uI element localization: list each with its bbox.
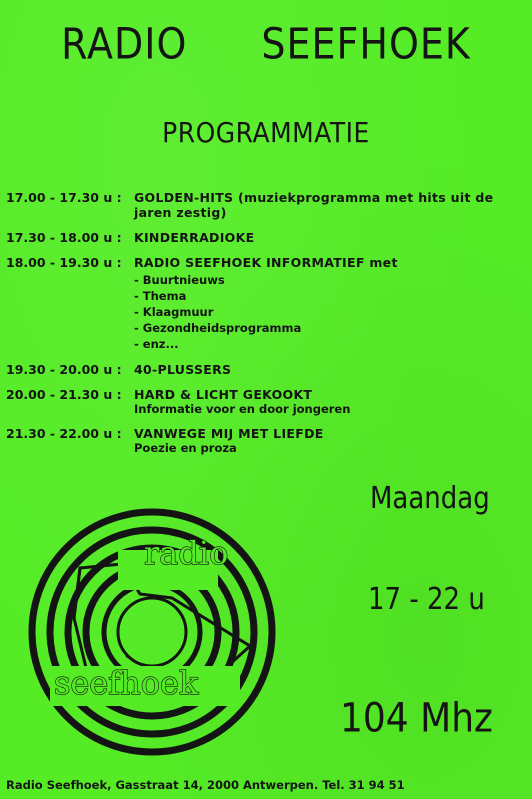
- program-description: Informatie voor en door jongeren: [134, 402, 351, 416]
- schedule-row: [6, 387, 506, 416]
- program-title: RADIO SEEFHOEK INFORMATIEF met: [134, 255, 398, 270]
- station-logo: [22, 506, 322, 758]
- list-item: - Gezondheidsprogramma: [134, 321, 302, 335]
- schedule-row: [6, 426, 506, 455]
- schedule-row: [6, 255, 506, 352]
- list-item: - Klaagmuur: [134, 305, 214, 319]
- logo-word-seefhoek: seefhoek: [54, 664, 199, 702]
- program-schedule: [6, 190, 506, 465]
- time-slot: 18.00 - 19.30 u :: [6, 255, 122, 270]
- broadcast-hours: 17 - 22 u: [368, 582, 485, 618]
- time-slot: 17.30 - 18.00 u :: [6, 230, 122, 245]
- program-title: HARD & LICHT GEKOOKT: [134, 387, 313, 402]
- section-heading: PROGRAMMATIE: [162, 116, 370, 149]
- time-slot: 17.00 - 17.30 u :: [6, 190, 122, 205]
- time-slot: 20.00 - 21.30 u :: [6, 387, 122, 402]
- program-description: Poezie en proza: [134, 441, 237, 455]
- list-item: - enz...: [134, 337, 179, 351]
- footer-address: Radio Seefhoek, Gasstraat 14, 2000 Antwerpen. Tel. 31 94 51: [6, 778, 405, 792]
- time-slot: 21.30 - 22.00 u :: [6, 426, 122, 441]
- program-title: KINDERRADIOKE: [134, 230, 255, 245]
- program-title: 40-PLUSSERS: [134, 362, 232, 377]
- page-title: [0, 19, 532, 68]
- schedule-row: [6, 190, 506, 220]
- program-title: GOLDEN-HITS (muziekprogramma met hits uit de jaren zestig): [134, 190, 494, 220]
- logo-word-radio: radio: [144, 534, 229, 572]
- title-word-seefhoek: SEEFHOEK: [261, 19, 471, 69]
- time-slot: 19.30 - 20.00 u :: [6, 362, 122, 377]
- schedule-row: [6, 362, 506, 377]
- list-item: - Thema: [134, 289, 187, 303]
- program-title: VANWEGE MIJ MET LIEFDE: [134, 426, 324, 441]
- title-word-radio: RADIO: [61, 19, 188, 69]
- broadcast-frequency: 104 Mhz: [340, 695, 493, 742]
- schedule-row: [6, 230, 506, 245]
- program-subitems: [134, 272, 506, 352]
- list-item: - Buurtnieuws: [134, 273, 225, 287]
- broadcast-day: Maandag: [370, 481, 490, 517]
